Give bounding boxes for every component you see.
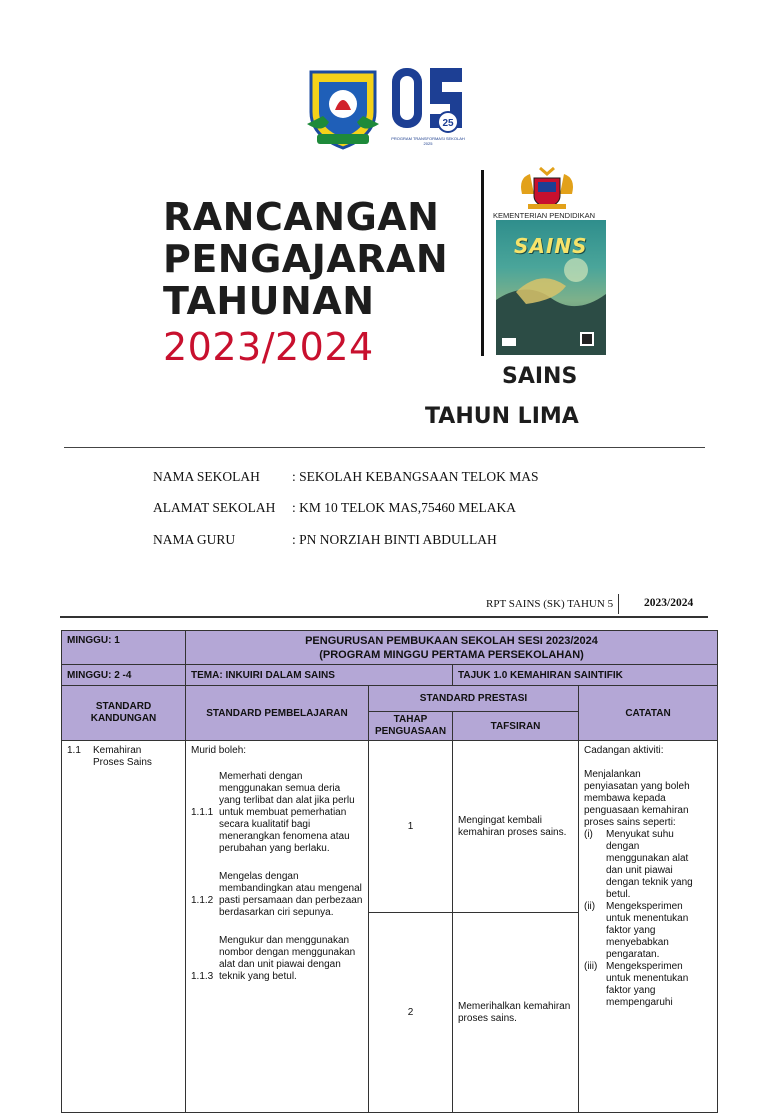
catatan-intro: Cadangan aktiviti: (584, 745, 664, 756)
ministry-label: KEMENTERIAN PENDIDIKAN (493, 211, 596, 220)
ts25-number: 25 (442, 118, 454, 129)
week-1-label: MINGGU: 1 (67, 635, 120, 646)
info-value-address: : KM 10 TELOK MAS,75460 MELAKA (292, 500, 517, 515)
catatan-item-number: (ii) (584, 901, 596, 912)
ts25-caption: PROGRAM TRANSFORMASI SEKOLAH 2025 (391, 136, 465, 146)
pembelajaran-cell (186, 741, 369, 1113)
pembelajaran-number: 1.1.3 (191, 971, 214, 982)
header-standard-prestasi: STANDARD PRESTASI (369, 686, 579, 712)
title-year: 2023/2024 (163, 325, 374, 369)
tahap-value: 1 (407, 821, 414, 832)
topic-cell (453, 665, 718, 686)
week-1-title: PENGURUSAN PEMBUKAAN SEKOLAH SESI 2023/2024 (305, 634, 598, 647)
week-2-4-cell (62, 665, 186, 686)
week-1-title-cell (186, 631, 718, 665)
tafsiran-text: Mengingat kembali kemahiran proses sains. (458, 814, 567, 838)
catatan-item-number: (iii) (584, 961, 598, 972)
running-header-left: RPT SAINS (SK) TAHUN 5 (486, 598, 614, 610)
school-logo (303, 62, 383, 152)
catatan-item-text: Mengeksperimen untuk menentukan faktor yang menyebabkan pengaratan. (606, 901, 689, 960)
topic-label: TAJUK 1.0 KEMAHIRAN SAINTIFIK (458, 669, 623, 681)
cover-title: SAINS (514, 234, 588, 258)
ts25-logo (390, 64, 466, 150)
pembelajaran-text: Mengukur dan menggunakan nombor dengan menggunakan alat dan unit piawai dengan teknik yang betul. (219, 935, 356, 982)
info-label-school: NAMA SEKOLAH (153, 469, 260, 484)
section-divider (64, 447, 705, 448)
header-standard-kandungan: STANDARD KANDUNGAN (62, 686, 186, 741)
kandungan-number: 1.1 (67, 745, 81, 756)
tahap-value: 2 (407, 1007, 414, 1018)
running-header-separator (618, 594, 619, 614)
week-1-cell (62, 631, 186, 665)
pembelajaran-number: 1.1.1 (191, 807, 214, 818)
theme-label: TEMA: INKUIRI DALAM SAINS (191, 669, 335, 681)
catatan-item (584, 829, 712, 901)
pembelajaran-number: 1.1.2 (191, 895, 214, 906)
vertical-divider (481, 170, 484, 356)
info-value-school: : SEKOLAH KEBANGSAAN TELOK MAS (292, 469, 539, 484)
kandungan-text: Kemahiran Proses Sains (93, 745, 152, 768)
catatan-item (584, 961, 712, 1009)
ministry-crest (512, 164, 582, 212)
info-label-address: ALAMAT SEKOLAH (153, 500, 276, 515)
tafsiran-2-cell (453, 913, 579, 1113)
header-catatan: CATATAN (579, 686, 718, 741)
level-label: TAHUN LIMA (425, 404, 579, 429)
tahap-1-cell (369, 741, 453, 913)
tahap-2-cell (369, 913, 453, 1113)
tafsiran-1-cell (453, 741, 579, 913)
theme-cell (186, 665, 453, 686)
running-header-right: 2023/2024 (644, 597, 694, 609)
pembelajaran-item (191, 771, 363, 855)
catatan-item (584, 901, 712, 961)
pembelajaran-item (191, 935, 363, 983)
catatan-item-number: (i) (584, 829, 593, 840)
info-label-teacher: NAMA GURU (153, 532, 236, 547)
header-tahap: TAHAP PENGUASAAN (369, 712, 453, 741)
document-title (163, 196, 448, 322)
catatan-item-text: Menyukat suhu dengan menggunakan alat dan unit piawai dengan teknik yang betul. (606, 829, 693, 900)
pembelajaran-intro: Murid boleh: (191, 745, 247, 756)
title-line-3: TAHUNAN (163, 279, 375, 323)
title-line-1: RANCANGAN (163, 195, 440, 239)
pembelajaran-text: Mengelas dengan membandingkan atau mengenal pasti persamaan dan perbezaan berdasarkan ciri sepunya. (219, 871, 363, 918)
pembelajaran-text: Memerhati dengan menggunakan semua deria yang terlibat dan alat jika perlu untuk membuat pemerhatian secara kualitatif bagi menerangkan fenomena atau perubahan yang berlaku. (219, 771, 355, 854)
subject-label: SAINS (502, 364, 578, 389)
kandungan-cell (62, 741, 186, 1113)
rpt-table (61, 630, 718, 1113)
catatan-paragraph: Menjalankan penyiasatan yang boleh membawa kepada penguasaan kemahiran proses sains seperti: (584, 769, 690, 828)
textbook-cover (496, 220, 606, 355)
header-tafsiran: TAFSIRAN (453, 712, 579, 741)
header-standard-pembelajaran: STANDARD PEMBELAJARAN (186, 686, 369, 741)
week-2-4-label: MINGGU: 2 -4 (67, 669, 132, 681)
running-header-rule (60, 616, 708, 618)
catatan-item-text: Mengeksperimen untuk menentukan faktor yang mempengaruhi (606, 961, 689, 1008)
info-value-teacher: : PN NORZIAH BINTI ABDULLAH (292, 532, 497, 547)
tafsiran-text: Memerihalkan kemahiran proses sains. (458, 1000, 571, 1024)
title-line-2: PENGAJARAN (163, 237, 449, 281)
catatan-cell (579, 741, 718, 1113)
pembelajaran-item (191, 871, 363, 919)
week-1-subtitle: (PROGRAM MINGGU PERTAMA PERSEKOLAHAN) (319, 648, 584, 661)
